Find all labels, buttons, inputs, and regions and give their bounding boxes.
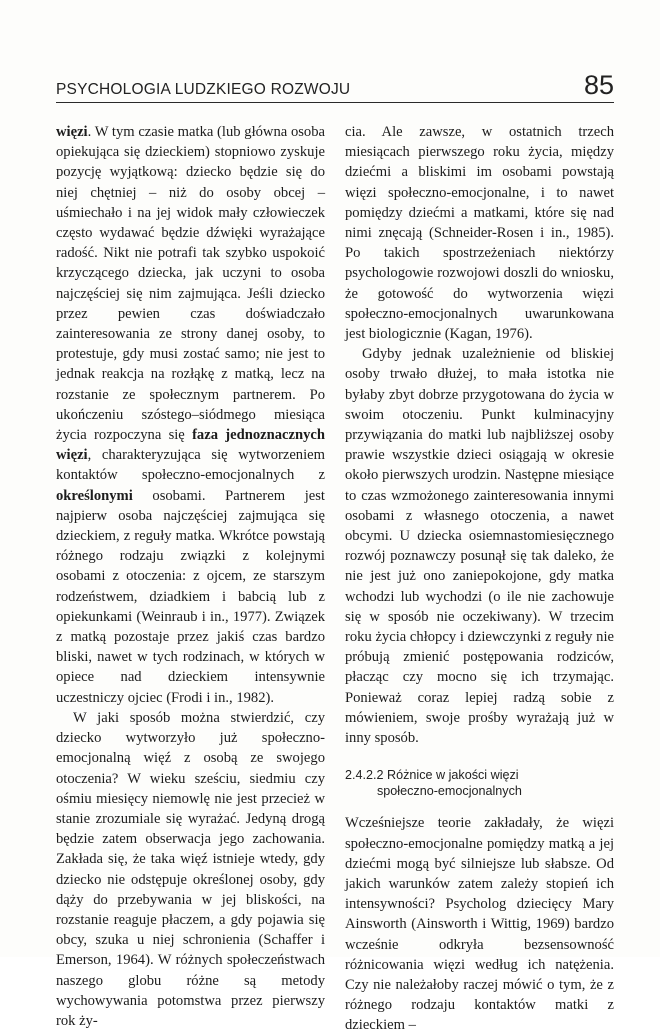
body-text: osobami. Partnerem jest najpierw osoba najczęściej zajmująca się dzieckiem, z reguły matka. Wkrótce powstają różnego rodzaju związki z kolejnymi osobami z otoczenia: z ojcem, ze starszym rodzeństwem, dziadkiem i babcią lub z opiekunkami (Weinraub i in., 1977). Związek z matką pozostaje przez jakiś czas bardzo bliski, nawet w tych rodzinach, w których w opiece nad dzieckiem intensywnie uczestniczy ojciec (Frodi i in., 1982).	[56, 487, 325, 706]
paragraph: Gdyby jednak uzależnienie od bliskiej osoby trwało dłużej, to mała istotka nie byłaby zbyt dobrze przygotowana do życia w swoim otoczeniu. Punkt kulminacyjny przywiązania do matki lub najbliższej osoby prawie wszystkie dzieci osiągają w okresie około pierwszych urodzin. Następne miesiące to czas wzmożonego zainteresowania innymi osobami z własnego otoczenia, a nawet obcymi. U dziecka osiemnastomiesięcznego rozwój poznawczy posunął się tak daleko, że nie jest już ono zaniepokojone, gdy matka wchodzi lub wychodzi (o ile nie zachowuje się w sposób nie oczekiwany). W trzecim roku życia chłopcy i dziewczynki z reguły nie próbują zmienić postępowania rodziców, płacząc czy mocno się ich trzymając. Ponieważ coraz lepiej radzą sobie z mówieniem, swoje prośby wyrażają już w inny sposób.	[345, 346, 614, 747]
section-heading-line: społeczno-emocjonalnych	[377, 784, 522, 799]
left-column	[56, 122, 325, 1031]
bold-term: więzi	[56, 124, 88, 140]
bold-term: określonymi	[56, 487, 133, 504]
page-number: 85	[583, 70, 614, 100]
bold-term: faza jednoznacznych więzi	[56, 427, 325, 464]
paragraph: cia. Ale zawsze, w ostatnich trzech miesiącach pierwszego roku życia, między dziećmi a bliskimi im osobami powstają więzi społeczno-emocjonalne, i to nawet pomiędzy dziećmi a matkami, które się nad nimi znęcają (Schneider-Rosen i in., 1985). Po takich spostrzeżeniach niektórzy psychologowie rozwojowi doszli do wniosku, że gotowość do wytworzenia więzi społeczno-emocjonalnych uwarunkowana jest biologicznie (Kagan, 1976).	[345, 124, 614, 343]
running-header	[56, 68, 614, 103]
paragraph	[56, 122, 325, 708]
running-title: PSYCHOLOGIA LUDZKIEGO ROZWOJU	[56, 81, 351, 98]
paragraph: W jaki sposób można stwierdzić, czy dziecko wytworzyło już społeczno-emocjonalną więź z osobą ze swojego otoczenia? W wieku sześciu, siedmiu czy ośmiu miesięcy niemowlę nie jest przecież w stanie zrozumiale się wyrażać. Jedyną drogą będzie zatem obserwacja jego zachowania. Zakłada się, że taka więź istnieje wtedy, gdy dziecko nie odstępuje określonej osoby, gdy dąży do przebywania w jej bliskości, na rozstanie reaguje płaczem, a gdy pojawia się obcy, szuka u niej schronienia (Schaffer i Emerson, 1964). W różnych społeczeństwach naszego globu różne są metody wychowywania potomstwa przez pierwszy rok ży-	[56, 709, 325, 1029]
right-column	[345, 122, 614, 1036]
section-heading	[345, 767, 614, 799]
body-text: . W tym czasie matka (lub główna osoba opiekująca się dzieckiem) stopniowo zyskuje pozycję wyjątkową: dziecko będzie się do niej chętniej – niż do osoby obcej – uśmiechało i na jej widok mały człowieczek często wydawać będzie dźwięki wyrażające radość. Nikt nie potrafi tak szybko uspokoić krzyczącego dziecka, jak uczyni to osoba najczęściej się nim zajmująca. Jeśli dziecko przez pewien czas doświadczało zainteresowania ze strony danej osoby, to protestuje, gdy musi zostać samo; nie jest to jednak reakcja na rozłąkę z matką, lecz na rozstanie ze społecznym partnerem. Po ukończeniu szóstego–siódmego miesiąca życia rozpoczyna się	[56, 124, 325, 444]
section-heading-line: 2.4.2.2 Różnice w jakości więzi	[345, 768, 519, 783]
body-text: , charakteryzująca się wytworzeniem kontaktów społeczno-emocjonalnych z	[56, 447, 325, 484]
paragraph: Wcześniejsze teorie zakładały, że więzi społeczno-emocjonalne pomiędzy matką a jej dziećmi mogą być silniejsze lub słabsze. Od jakich warunków zatem zależy stopień ich intensywności? Psycholog dziecięcy Mary Ainsworth (Ainsworth i Wittig, 1969) bardzo wcześnie odkryła bezsensowność różnicowania więzi według ich natężenia. Czy nie należałoby raczej mówić o tym, że z różnego rodzaju kontaktów matki z dzieckiem –	[345, 815, 614, 1034]
